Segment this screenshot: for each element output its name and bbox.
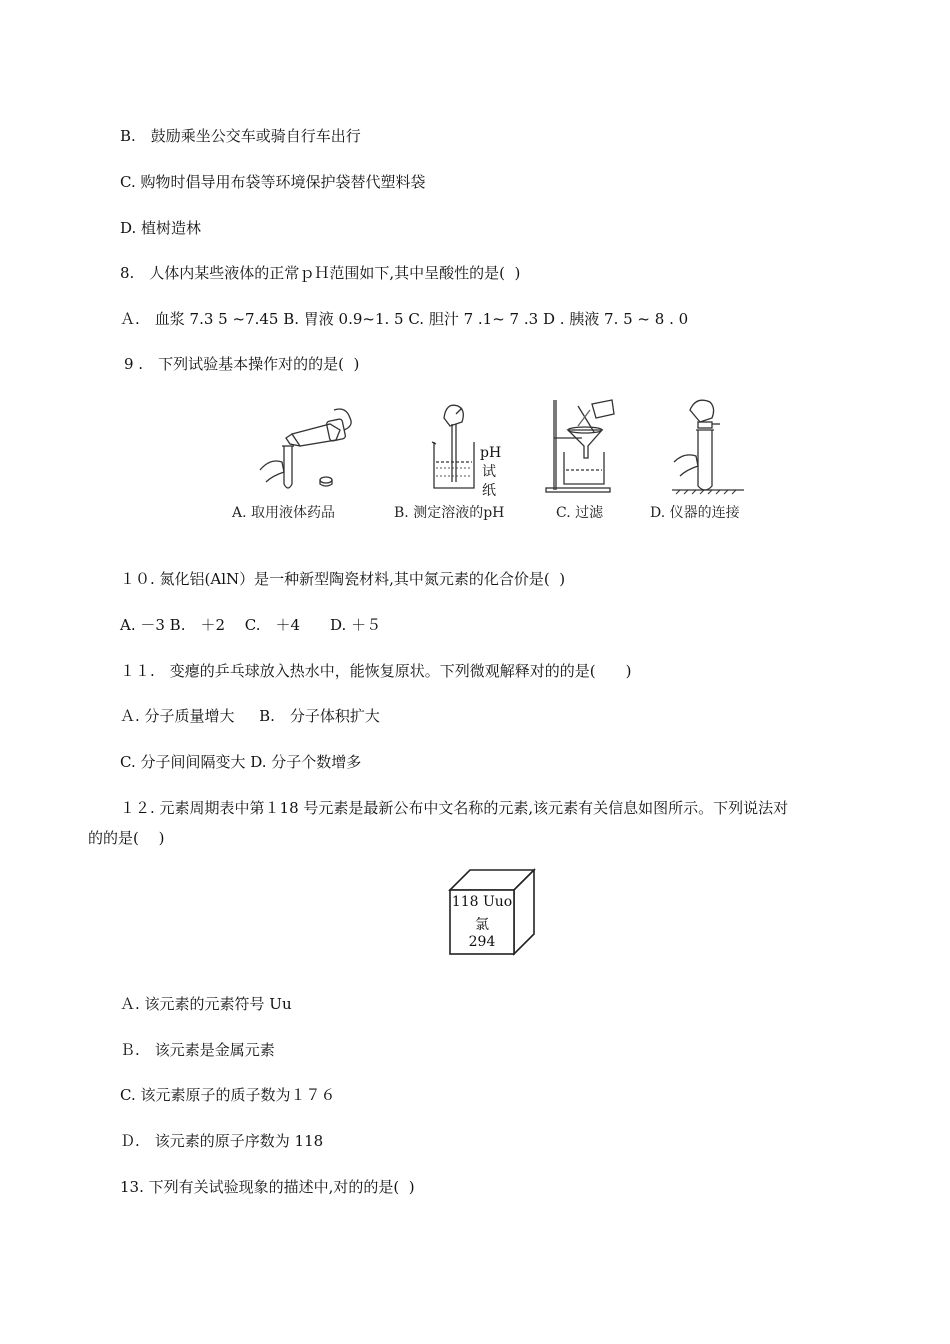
q12-option-c: C. 该元素原子的质子数为１７６ [120,1086,336,1104]
element-mass: 294 [468,934,496,950]
q7-option-c: C. 购物时倡导用布袋等环境保护袋替代塑料袋 [120,173,426,191]
q12-stem-line1: １２. 元素周期表中第１18 号元素是最新公布中文名称的元素,该元素有关信息如图所示。下列说法对 [120,799,789,817]
dropper-tube-icon [250,396,360,496]
q10-options: A. －3 B. ＋2 C. ＋4 D. ＋５ [120,616,382,634]
figure-a-caption: A. 取用液体药品 [232,505,336,521]
q9-stem: 9 . 下列试验基本操作对的的是( ) [124,355,360,373]
figure-c-caption: C. 过滤 [556,505,604,521]
figure-d-caption: D. 仪器的连接 [650,505,740,521]
q11-options-ab: Ａ. 分子质量增大 B. 分子体积扩大 [120,707,380,725]
ph-label: pH [480,445,502,461]
q12-option-b: Ｂ. 该元素是金属元素 [120,1041,275,1059]
q11-stem: １１. 变瘪的乒乓球放入热水中，能恢复原状。下列微观解释对的的是( ) [120,662,632,680]
q11-options-cd: C. 分子间间隔变大 D. 分子个数增多 [120,753,362,771]
tube-stopper-icon [670,396,750,496]
element-number-symbol: 118 Uuo [451,894,513,910]
zhi-label: 纸 [482,483,496,499]
q13-stem: 13. 下列有关试验现象的描述中,对的的是( ) [120,1178,415,1196]
figure-b-caption: B. 测定溶液的pH [394,505,505,521]
ph-paper-label [480,444,501,501]
q7-option-d: D. 植树造林 [120,219,202,237]
q12-option-a: Ａ. 该元素的元素符号 Uu [120,995,292,1013]
q10-stem: １０. 氮化铝(AlN）是一种新型陶瓷材料,其中氮元素的化合价是( ) [120,570,566,588]
q12-option-d: Ｄ. 该元素的原子序数为 118 [120,1132,324,1150]
q9-figure-row [222,396,762,528]
q12-stem-line2: 的的是( ) [88,829,165,847]
q8-options: Ａ. 血浆 7.3 5 ~7.45 B. 胃液 0.9~1. 5 C. 胆汁 7 .1~ 7 .3 D . 胰液 7. 5 ~ 8 . 0 [120,310,689,328]
element-cell [446,866,538,958]
filtration-stand-icon [542,396,618,496]
q8-stem: 8. 人体内某些液体的正常ｐＨ范围如下,其中呈酸性的是( ) [120,264,521,282]
element-name: 氯 [475,917,489,933]
q7-option-b: B. 鼓励乘坐公交车或骑自行车出行 [120,127,361,145]
shi-label: 试 [482,464,496,480]
